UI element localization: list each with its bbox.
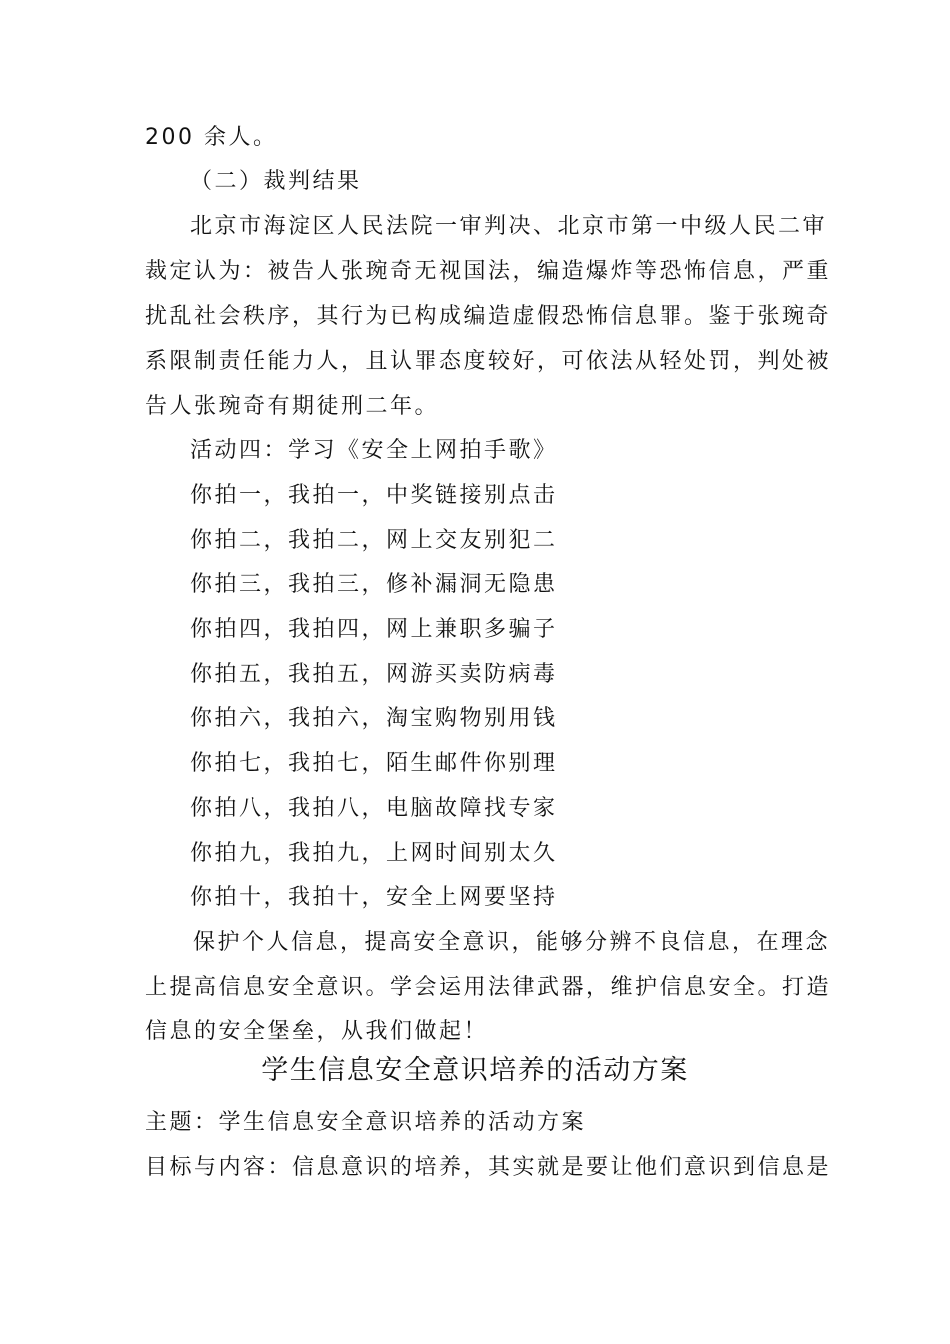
activity-heading: 活动四：学习《安全上网拍手歌》 [190, 438, 558, 463]
song-line: 你拍二，我拍二，网上交友别犯二 [190, 528, 558, 553]
song-line: 你拍五，我拍五，网游买卖防病毒 [190, 662, 558, 687]
paragraph-line: 上提高信息安全意识。学会运用法律武器，维护信息安全。打造 [145, 975, 832, 1000]
song-line: 你拍十，我拍十，安全上网要坚持 [190, 885, 558, 910]
paragraph-line: 北京市海淀区人民法院一审判决、北京市第一中级人民二审 [190, 214, 828, 239]
song-line: 你拍一，我拍一，中奖链接别点击 [190, 483, 558, 508]
theme-line: 主题：学生信息安全意识培养的活动方案 [145, 1110, 587, 1135]
paragraph-line: 告人张琬奇有期徒刑二年。 [145, 394, 440, 419]
goal-line: 目标与内容：信息意识的培养，其实就是要让他们意识到信息是 [145, 1155, 832, 1180]
paragraph-line: 系限制责任能力人，且认罪态度较好，可依法从轻处罚，判处被 [145, 349, 832, 374]
paragraph-line: 裁定认为：被告人张琬奇无视国法，编造爆炸等恐怖信息，严重 [145, 259, 832, 284]
paragraph-line: 信息的安全堡垒，从我们做起！ [145, 1019, 489, 1044]
song-line: 你拍四，我拍四，网上兼职多骗子 [190, 617, 558, 642]
paragraph-line: 扰乱社会秩序，其行为已构成编造虚假恐怖信息罪。鉴于张琬奇 [145, 304, 832, 329]
paragraph-line: 200 余人。 [145, 125, 278, 150]
document-title: 学生信息安全意识培养的活动方案 [261, 1055, 689, 1086]
song-line: 你拍九，我拍九，上网时间别太久 [190, 841, 558, 866]
section-heading: （二）裁判结果 [190, 169, 362, 194]
song-line: 你拍七，我拍七，陌生邮件你别理 [190, 751, 558, 776]
paragraph-line: 保护个人信息，提高安全意识，能够分辨不良信息，在理念 [193, 930, 831, 955]
song-line: 你拍三，我拍三，修补漏洞无隐患 [190, 572, 558, 597]
song-line: 你拍六，我拍六，淘宝购物别用钱 [190, 706, 558, 731]
song-line: 你拍八，我拍八，电脑故障找专家 [190, 796, 558, 821]
